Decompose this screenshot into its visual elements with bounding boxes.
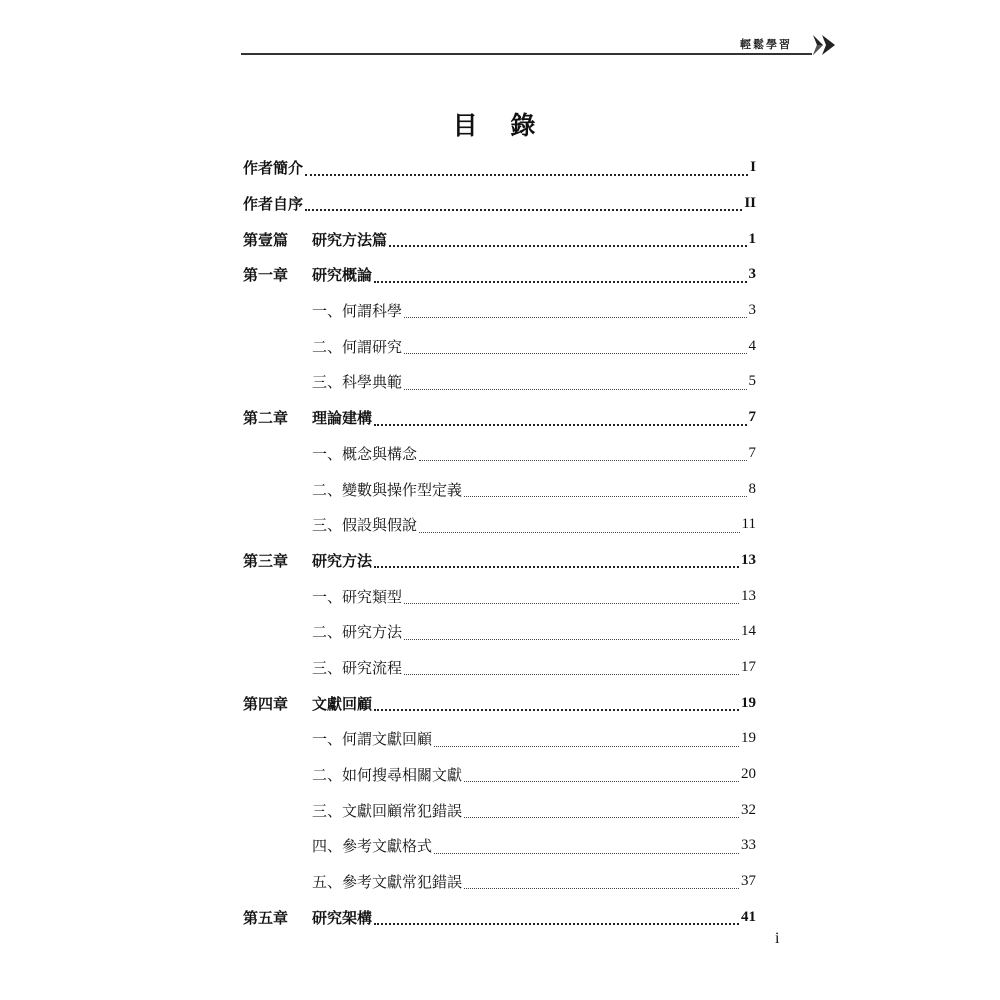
dot-leader — [404, 388, 746, 390]
toc-page-number: 11 — [741, 516, 756, 533]
toc-page-number: 37 — [741, 873, 756, 890]
toc-entry-title: 四、參考文獻格式 — [312, 837, 433, 856]
dot-leader — [464, 887, 739, 889]
toc-entry-title: 三、研究流程 — [312, 658, 403, 677]
toc-entry-label — [243, 693, 372, 714]
toc-section-entry — [243, 721, 756, 757]
toc-chapter-entry — [243, 150, 756, 186]
page-title: 目 錄 — [452, 111, 548, 140]
dot-leader — [374, 565, 739, 568]
toc-entry-label — [312, 336, 402, 357]
toc-section-entry — [243, 293, 756, 329]
toc-entry-label — [312, 514, 417, 535]
toc-entry-title: 二、研究方法 — [312, 623, 403, 642]
toc-entry-label — [312, 300, 402, 321]
dot-leader — [305, 173, 748, 176]
toc-page-number: 19 — [741, 694, 756, 711]
toc-page-number: 4 — [748, 337, 756, 354]
toc-chapter-entry — [243, 899, 756, 935]
dot-leader — [374, 922, 739, 925]
toc-entry-title: 二、變數與操作型定義 — [312, 480, 463, 499]
toc-entry-title: 研究架構 — [312, 908, 373, 927]
toc-entry-label — [312, 800, 462, 821]
toc-section-entry — [243, 650, 756, 686]
toc-chapter-entry — [243, 400, 756, 436]
toc-page-number: 14 — [741, 623, 756, 640]
toc-page-number: II — [744, 195, 756, 212]
toc-entry-title: 二、何謂研究 — [312, 337, 403, 356]
toc-entry-title: 作者簡介 — [243, 159, 304, 178]
dot-leader — [374, 423, 746, 426]
toc-entry-label — [243, 907, 372, 928]
toc-entry-title: 五、參考文獻常犯錯誤 — [312, 873, 463, 892]
toc-section-entry — [243, 828, 756, 864]
dot-leader — [419, 459, 746, 461]
toc-page-number: 32 — [741, 801, 756, 818]
toc-entry-title: 研究概論 — [312, 266, 373, 285]
toc-chapter-entry — [243, 685, 756, 721]
toc-page-number: I — [750, 159, 756, 176]
toc-entry-title: 理論建構 — [312, 409, 373, 428]
running-header: 輕鬆學習 — [740, 38, 792, 51]
toc-entry-label — [243, 264, 372, 285]
toc-entry-label — [312, 835, 432, 856]
toc-entry-label — [312, 764, 462, 785]
dot-leader — [374, 708, 739, 711]
toc-entry-label — [312, 728, 432, 749]
toc-entry-title: 一、何謂文獻回顧 — [312, 730, 433, 749]
toc-page-number: 41 — [741, 908, 756, 925]
dot-leader — [389, 244, 746, 247]
toc-page-number: 13 — [741, 587, 756, 604]
toc-section-entry — [243, 864, 756, 900]
dot-leader — [404, 316, 746, 318]
dot-leader — [464, 780, 739, 782]
toc-page-number: 3 — [748, 266, 756, 283]
toc-page-number: 7 — [748, 409, 756, 426]
toc-page-number: 33 — [741, 837, 756, 854]
page-number: i — [775, 930, 780, 947]
toc-section-entry — [243, 614, 756, 650]
toc-entry-label — [312, 871, 462, 892]
toc-entry-label — [312, 443, 417, 464]
toc-chapter-number: 第二章 — [243, 409, 289, 428]
toc-entry-title: 二、如何搜尋相關文獻 — [312, 766, 463, 785]
dot-leader — [404, 673, 739, 675]
toc-entry-label — [243, 193, 303, 214]
dot-leader — [404, 602, 739, 604]
dot-leader — [434, 745, 739, 747]
toc-chapter-number: 第四章 — [243, 694, 289, 713]
toc-entry-title: 一、概念與構念 — [312, 444, 418, 463]
toc-entry-label — [243, 229, 387, 250]
toc-section-entry — [243, 507, 756, 543]
toc-section-entry — [243, 757, 756, 793]
toc-page-number: 3 — [748, 302, 756, 319]
dot-leader — [434, 852, 739, 854]
toc-chapter-entry — [243, 257, 756, 293]
toc-entry-title: 一、研究類型 — [312, 587, 403, 606]
toc-section-entry — [243, 328, 756, 364]
toc-page-number: 5 — [748, 373, 756, 390]
toc-section-entry — [243, 471, 756, 507]
toc-entry-title: 三、假設與假說 — [312, 516, 418, 535]
toc-entry-label — [243, 407, 372, 428]
toc-entry-label — [243, 157, 303, 178]
toc-section-entry — [243, 578, 756, 614]
header-rule — [241, 53, 812, 55]
toc-entry-title: 三、科學典範 — [312, 373, 403, 392]
double-chevron-icon — [812, 32, 836, 58]
toc-chapter-number: 第五章 — [243, 908, 289, 927]
toc-chapter-number: 第壹篇 — [243, 230, 289, 249]
toc-entry-label — [243, 550, 372, 571]
dot-leader — [464, 816, 739, 818]
dot-leader — [404, 638, 739, 640]
toc-chapter-number: 第一章 — [243, 266, 289, 285]
toc-entry-title: 研究方法 — [312, 551, 373, 570]
dot-leader — [374, 280, 746, 283]
toc-page-number: 20 — [741, 766, 756, 783]
toc-page-number: 1 — [748, 230, 756, 247]
toc-entry-label — [312, 657, 402, 678]
toc-entry-label — [312, 479, 462, 500]
table-of-contents — [243, 150, 756, 935]
toc-page-number: 19 — [741, 730, 756, 747]
toc-chapter-number: 第三章 — [243, 551, 289, 570]
toc-chapter-entry — [243, 186, 756, 222]
toc-entry-label — [312, 621, 402, 642]
toc-chapter-entry — [243, 221, 756, 257]
toc-page-number: 13 — [741, 551, 756, 568]
toc-section-entry — [243, 436, 756, 472]
dot-leader — [419, 531, 740, 533]
dot-leader — [305, 208, 742, 211]
toc-chapter-entry — [243, 543, 756, 579]
dot-leader — [464, 495, 746, 497]
toc-entry-title: 文獻回顧 — [312, 694, 373, 713]
toc-entry-title: 研究方法篇 — [312, 230, 388, 249]
toc-page-number: 8 — [748, 480, 756, 497]
toc-page-number: 7 — [748, 444, 756, 461]
toc-section-entry — [243, 792, 756, 828]
toc-entry-label — [312, 586, 402, 607]
toc-entry-label — [312, 371, 402, 392]
toc-section-entry — [243, 364, 756, 400]
dot-leader — [404, 352, 746, 354]
toc-entry-title: 作者自序 — [243, 195, 304, 214]
toc-entry-title: 三、文獻回顧常犯錯誤 — [312, 801, 463, 820]
toc-page-number: 17 — [741, 658, 756, 675]
toc-entry-title: 一、何謂科學 — [312, 302, 403, 321]
